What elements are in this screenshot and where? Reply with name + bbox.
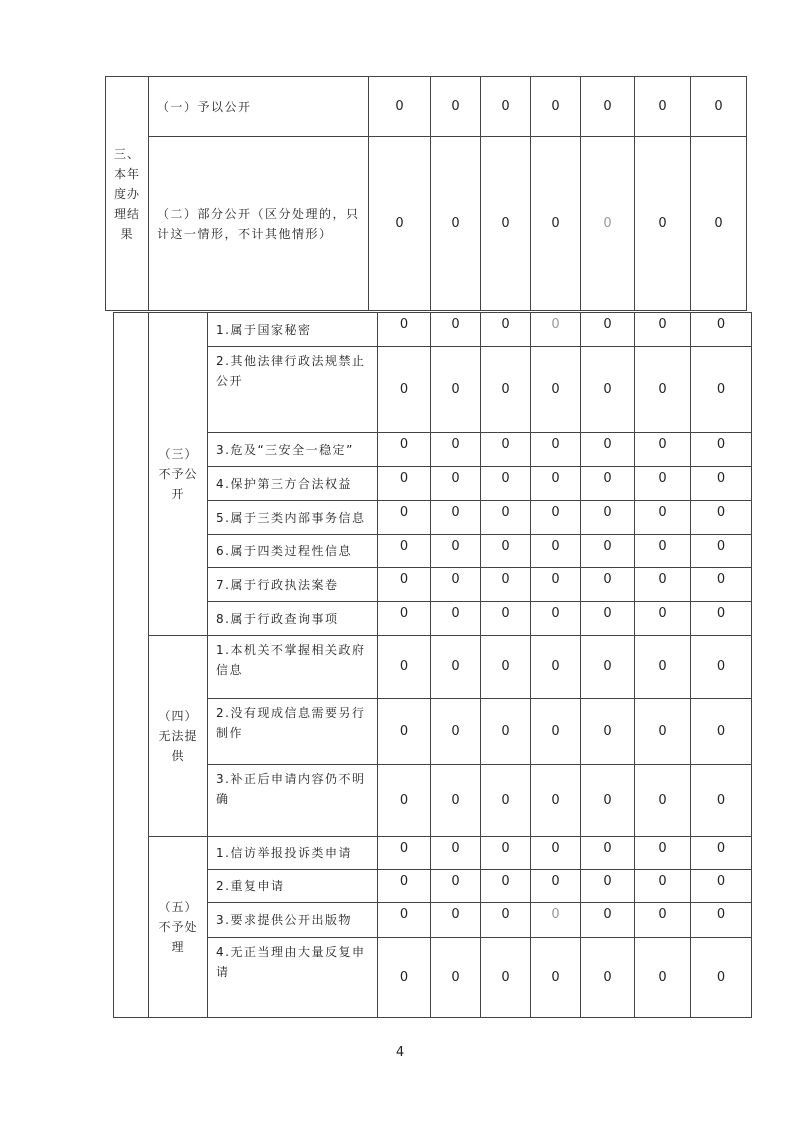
value-cell: 0 (530, 635, 581, 699)
value-cell: 0 (430, 432, 481, 467)
value-cell: 0 (634, 500, 691, 535)
value-cell: 0 (480, 902, 531, 938)
value-cell: 0 (580, 466, 635, 501)
value-cell: 0 (377, 902, 431, 938)
value-cell: 0 (530, 466, 581, 501)
value-cell: 0 (480, 346, 531, 433)
value-cell: 0 (690, 635, 752, 699)
row-label: 4.保护第三方合法权益 (207, 466, 378, 501)
value-cell: 0 (634, 567, 691, 602)
value-cell: 0 (377, 500, 431, 535)
value-cell: 0 (580, 902, 635, 938)
value-cell: 0 (377, 869, 431, 903)
value-cell: 0 (377, 698, 431, 765)
row-label: 3.要求提供公开出版物 (207, 902, 378, 938)
value-cell: 0 (690, 567, 752, 602)
value-cell: 0 (430, 76, 481, 137)
value-cell: 0 (430, 346, 481, 433)
row-label: 8.属于行政查询事项 (207, 601, 378, 636)
value-cell: 0 (690, 432, 752, 467)
value-cell: 0 (430, 635, 481, 699)
value-cell: 0 (430, 567, 481, 602)
value-cell: 0 (377, 567, 431, 602)
value-cell: 0 (430, 937, 481, 1018)
value-cell: 0 (580, 432, 635, 467)
value-cell: 0 (580, 764, 635, 837)
value-cell: 0 (480, 567, 531, 602)
row-label: 2.重复申请 (207, 869, 378, 903)
row-label: 1.本机关不掌握相关政府信息 (207, 635, 378, 699)
value-cell: 0 (580, 346, 635, 433)
value-cell: 0 (377, 466, 431, 501)
value-cell: 0 (377, 346, 431, 433)
value-cell: 0 (430, 466, 481, 501)
value-cell: 0 (377, 764, 431, 837)
value-cell: 0 (634, 601, 691, 636)
value-cell: 0 (530, 136, 581, 311)
value-cell: 0 (530, 698, 581, 765)
value-cell: 0 (634, 432, 691, 467)
value-cell: 0 (430, 869, 481, 903)
value-cell: 0 (690, 312, 752, 347)
value-cell: 0 (530, 500, 581, 535)
value-cell: 0 (530, 346, 581, 433)
value-cell: 0 (480, 312, 531, 347)
value-cell: 0 (690, 902, 752, 938)
value-cell: 0 (690, 76, 747, 137)
value-cell: 0 (690, 466, 752, 501)
value-cell: 0 (480, 836, 531, 870)
value-cell: 0 (634, 312, 691, 347)
value-cell: 0 (530, 534, 581, 568)
value-cell: 0 (634, 136, 691, 311)
value-cell: 0 (480, 76, 531, 137)
value-cell: 0 (690, 346, 752, 433)
value-cell: 0 (530, 937, 581, 1018)
value-cell: 0 (430, 764, 481, 837)
section-margin (113, 312, 149, 1018)
page-number: 4 (395, 1045, 405, 1060)
value-cell: 0 (480, 136, 531, 311)
value-cell: 0 (480, 432, 531, 467)
value-cell: 0 (530, 312, 581, 347)
value-cell: 0 (377, 312, 431, 347)
value-cell: 0 (580, 836, 635, 870)
value-cell: 0 (430, 601, 481, 636)
value-cell: 0 (430, 836, 481, 870)
group-label: （三）不予公开 (148, 312, 208, 636)
value-cell: 0 (430, 136, 481, 311)
value-cell: 0 (530, 869, 581, 903)
value-cell: 0 (480, 698, 531, 765)
value-cell: 0 (690, 500, 752, 535)
value-cell: 0 (377, 432, 431, 467)
value-cell: 0 (580, 937, 635, 1018)
value-cell: 0 (530, 764, 581, 837)
value-cell: 0 (377, 937, 431, 1018)
value-cell: 0 (690, 698, 752, 765)
value-cell: 0 (690, 937, 752, 1018)
group-label: （四）无法提供 (148, 635, 208, 837)
value-cell: 0 (480, 601, 531, 636)
value-cell: 0 (368, 76, 431, 137)
row-label: 3.危及“三安全一稳定” (207, 432, 378, 467)
value-cell: 0 (634, 869, 691, 903)
value-cell: 0 (480, 764, 531, 837)
value-cell: 0 (634, 635, 691, 699)
value-cell: 0 (430, 312, 481, 347)
value-cell: 0 (530, 601, 581, 636)
value-cell: 0 (580, 698, 635, 765)
value-cell: 0 (634, 937, 691, 1018)
value-cell: 0 (430, 534, 481, 568)
value-cell: 0 (530, 567, 581, 602)
group-label: （五）不予处理 (148, 836, 208, 1018)
value-cell: 0 (690, 534, 752, 568)
value-cell: 0 (634, 902, 691, 938)
value-cell: 0 (430, 902, 481, 938)
value-cell: 0 (690, 869, 752, 903)
value-cell: 0 (580, 534, 635, 568)
value-cell: 0 (480, 466, 531, 501)
value-cell: 0 (430, 500, 481, 535)
value-cell: 0 (480, 869, 531, 903)
row-label: 4.无正当理由大量反复申请 (207, 937, 378, 1018)
value-cell: 0 (580, 601, 635, 636)
value-cell: 0 (580, 76, 635, 137)
value-cell: 0 (580, 312, 635, 347)
row-label: 1.信访举报投诉类申请 (207, 836, 378, 870)
value-cell: 0 (530, 432, 581, 467)
value-cell: 0 (377, 534, 431, 568)
value-cell: 0 (430, 698, 481, 765)
row-label: 1.属于国家秘密 (207, 312, 378, 347)
value-cell: 0 (580, 136, 635, 311)
value-cell: 0 (480, 937, 531, 1018)
value-cell: 0 (530, 76, 581, 137)
value-cell: 0 (634, 76, 691, 137)
row-label: 2.其他法律行政法规禁止公开 (207, 346, 378, 433)
value-cell: 0 (480, 635, 531, 699)
value-cell: 0 (530, 836, 581, 870)
value-cell: 0 (580, 635, 635, 699)
value-cell: 0 (690, 136, 747, 311)
row-label: （二）部分公开（区分处理的，只计这一情形，不计其他情形） (148, 136, 369, 311)
value-cell: 0 (690, 601, 752, 636)
value-cell: 0 (634, 764, 691, 837)
value-cell: 0 (368, 136, 431, 311)
section-label: 三、本年度办理结果 (105, 76, 149, 311)
value-cell: 0 (377, 836, 431, 870)
value-cell: 0 (530, 902, 581, 938)
row-label: 3.补正后申请内容仍不明确 (207, 764, 378, 837)
row-label: 7.属于行政执法案卷 (207, 567, 378, 602)
value-cell: 0 (377, 601, 431, 636)
value-cell: 0 (377, 635, 431, 699)
value-cell: 0 (690, 764, 752, 837)
value-cell: 0 (634, 698, 691, 765)
value-cell: 0 (580, 869, 635, 903)
value-cell: 0 (480, 534, 531, 568)
row-label: 5.属于三类内部事务信息 (207, 500, 378, 535)
row-label: 2.没有现成信息需要另行制作 (207, 698, 378, 765)
value-cell: 0 (634, 466, 691, 501)
value-cell: 0 (690, 836, 752, 870)
row-label: 6.属于四类过程性信息 (207, 534, 378, 568)
value-cell: 0 (580, 500, 635, 535)
value-cell: 0 (580, 567, 635, 602)
value-cell: 0 (634, 534, 691, 568)
row-label: （一）予以公开 (148, 76, 369, 137)
value-cell: 0 (634, 346, 691, 433)
value-cell: 0 (634, 836, 691, 870)
value-cell: 0 (480, 500, 531, 535)
